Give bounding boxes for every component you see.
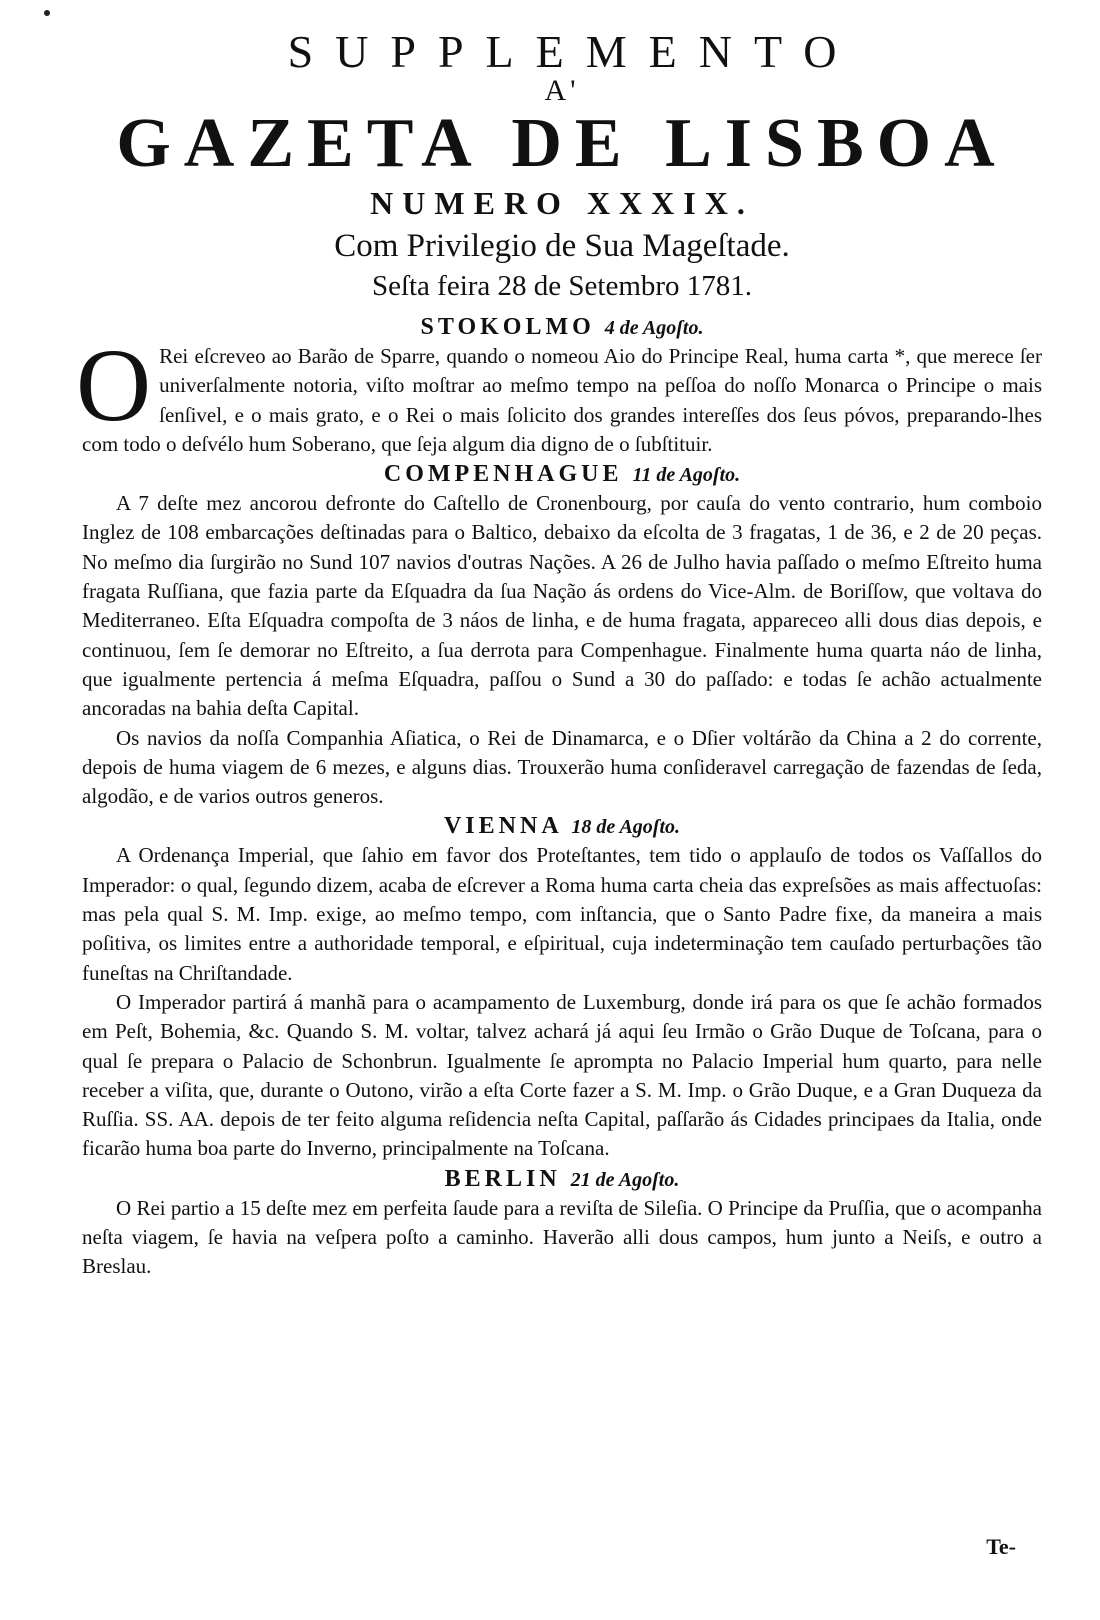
masthead-supplemento: SUPPLEMENTO xyxy=(287,26,859,77)
dateline-compenhague xyxy=(82,459,1042,489)
print-speck xyxy=(44,10,50,16)
section-vienna xyxy=(82,811,1042,1163)
dateline-berlin xyxy=(82,1164,1042,1194)
section-stokolmo xyxy=(76,312,1042,459)
section-compenhague xyxy=(82,459,1042,811)
dateline-city: VIENNA xyxy=(443,813,562,840)
masthead-a: A' xyxy=(544,74,580,108)
dateline-city: BERLIN xyxy=(444,1165,561,1192)
drop-cap: O xyxy=(76,327,152,443)
dateline-date: 21 de Agoſto. xyxy=(570,1168,680,1191)
dateline-date: 11 de Agoſto. xyxy=(632,464,741,487)
article-text: Rei eſcreveo ao Barão de Sparre, quando o nomeou Aio do Principe Real, huma carta *, que merece ſer univerſalmente notoria, viſto moſtrar ao meſmo tempo na peſſoa do noſſo Monarca o Principe o mais ſenſivel, e o mais grato, e o Rei o mais ſolicito dos grandes intereſſes dos ſeus póvos, preparando-lhes com todo o deſvélo hum Soberano, que ſeja algum dia digno de o ſubſtituir. xyxy=(82,343,1042,456)
dateline-date: 4 de Agoſto. xyxy=(604,316,704,339)
privilege-line: Com Privilegio de Sua Mageſtade. xyxy=(334,227,790,264)
catchword: Te- xyxy=(986,1534,1016,1559)
dateline-city: STOKOLMO xyxy=(420,313,595,340)
article-paragraph: Os navios da noſſa Companhia Aſiatica, o Rei de Dinamarca, e o Dſier voltárão da China a 2 do corrente, depois de huma viagem de 6 mezes, e alguns dias. Trouxerão huma conſideravel carregação de fazendas de ſeda, algodão, e de varios outros generos. xyxy=(82,725,1042,809)
issue-number: NUMERO XXXIX. xyxy=(370,184,754,221)
masthead xyxy=(82,28,1042,306)
article-paragraph: O Imperador partirá á manhã para o acampamento de Luxemburg, donde irá para os que ſe achão formados em Peſt, Bohemia, &c. Quando S. M. voltar, talvez achará já aqui ſeu Irmão o Grão Duque de Toſcana, para o qual ſe prepara o Palacio de Schonbrun. Igualmente ſe apromptа no Palacio Imperial hum quarto, para nelle receber a viſita, que, durante o Outono, virão a eſta Corte fazer a S. M. Imp. o Grão Duque, e a Gran Duqueza da Ruſſia. SS. AA. depois de ter feito alguma reſidencia neſta Capital, paſſarão ás Cidades principaes da Italia, onde ficarão huma boa parte do Inverno, principalmente na Toſcana. xyxy=(82,989,1042,1161)
masthead-title: GAZETA DE LISBOA xyxy=(116,105,1008,183)
dateline-date: 18 de Agoſto. xyxy=(571,816,681,839)
dateline-vienna xyxy=(82,811,1042,841)
issue-date: Seſta feira 28 de Setembro 1781. xyxy=(371,269,753,302)
section-berlin xyxy=(82,1164,1042,1282)
dateline-city: COMPENHAGUE xyxy=(383,461,623,488)
article-paragraph: A Ordenança Imperial, que ſahio em favor dos Proteſtantes, tem tido o applauſo de todos os Vaſſallos do Imperador: o qual, ſegundo dizem, acaba de eſcrever a Roma huma carta cheia das expreſsões as mais affectuoſas: mas pela qual S. M. Imp. exige, ao meſmo tempo, com inſtancia, que o Santo Padre fixe, da maneira a mais poſitiva, os limites entre a authoridade temporal, e eſpiritual, cuja indeterminação tem cauſado perturbações tão funeſtas na Chriſtandade. xyxy=(82,843,1042,985)
article-paragraph: O Rei partio a 15 deſte mez em perfeita ſaude para a reviſta de Sileſia. O Principe da Pruſſia, que o acompanha neſta viagem, ſe havia na veſpera poſto a caminho. Haverão alli dous campos, hum junto a Neiſs, e outro a Breslau. xyxy=(82,1195,1042,1279)
dateline-stokolmo xyxy=(82,312,1042,342)
article-paragraph: A 7 deſte mez ancorou defronte do Caſtello de Cronenbourg, por cauſa do vento contrario, hum comboio Inglez de 108 embarcações deſtinadas para o Baltico, debaixo da eſcolta de 3 fragatas, 1 de 36, e 2 de 20 peças. No meſmo dia ſurgirão no Sund 107 navios d'outras Nações. A 26 de Julho havia paſſado o meſmo Eſtreito huma fragata Ruſſiana, que fazia parte da Eſquadra da ſua Nação ás ordens do Vice-Alm. de Boriſſow, que voltava do Mediterraneo. Eſta Eſquadra compoſta de 3 náos de linha, e de huma fragata, appareceo alli dous dias depois, e continuou, ſem ſe demorar no Eſtreito, a ſua derrota para Compenhague. Finalmente huma quarta náo de linha, que igualmente pertencia á meſma Eſquadra, paſſou o Sund a 30 do paſſado: e todas ſe achão actualmente ancoradas na bahia deſta Capital. xyxy=(82,491,1042,721)
